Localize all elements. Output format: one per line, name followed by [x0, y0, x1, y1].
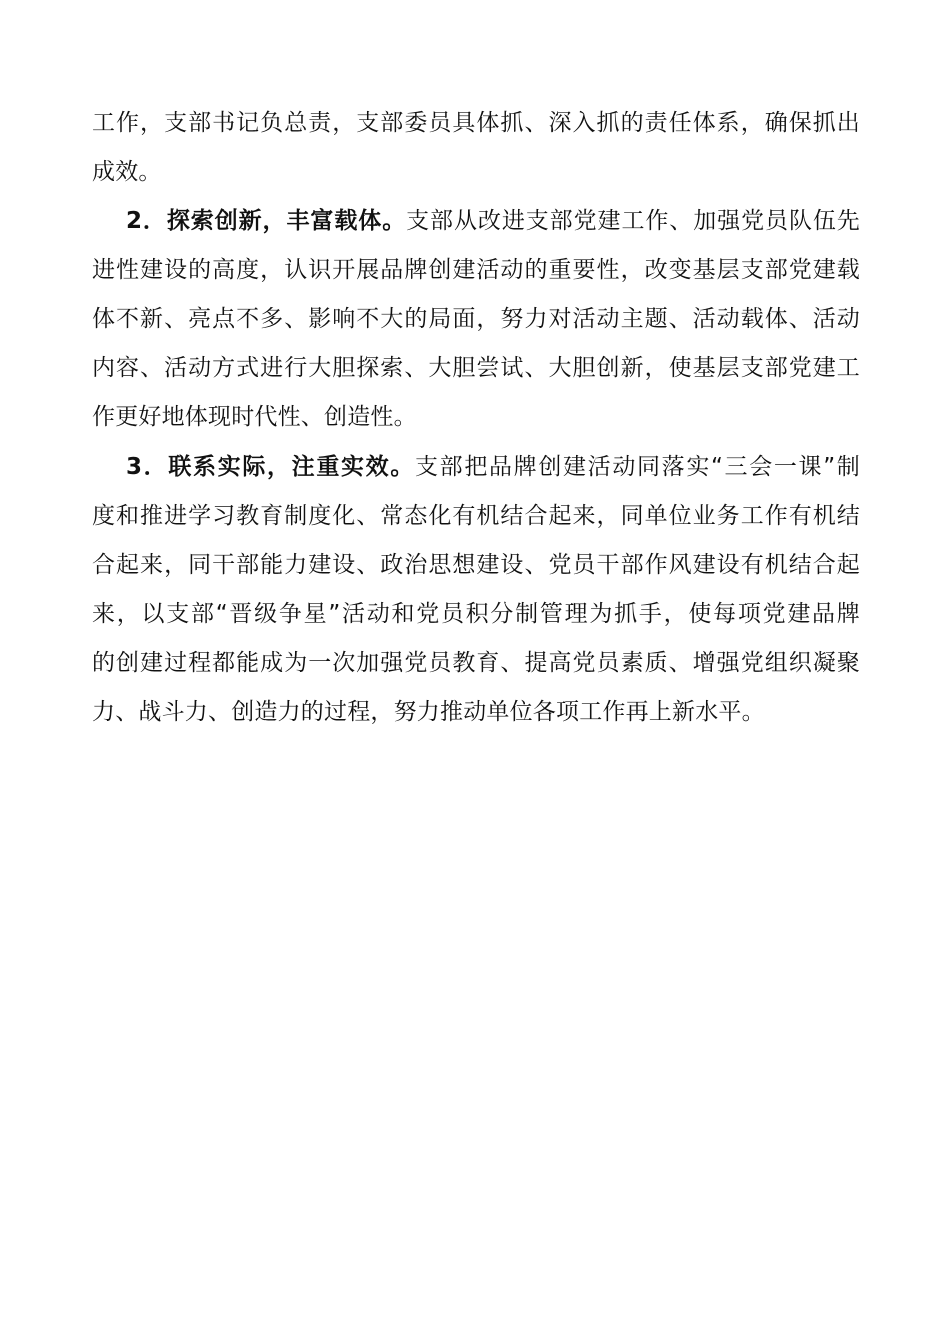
- section-heading-line: [126, 443, 860, 492]
- paragraph-line: 来，以支部“晋级争星”活动和党员积分制管理为抓手，使每项党建品牌: [92, 601, 860, 627]
- paragraph-line: 度和推进学习教育制度化、常态化有机结合起来，同单位业务工作有机结: [92, 503, 860, 529]
- section-heading: 2．探索创新，丰富载体。: [126, 208, 407, 234]
- paragraph-line: 成效。: [92, 159, 162, 185]
- paragraph-line: 合起来，同干部能力建设、政治思想建设、党员干部作风建设有机结合起: [92, 552, 860, 578]
- section-heading: 3．联系实际，注重实效。: [126, 454, 415, 480]
- section-text: 支部从改进支部党建工作、加强党员队伍先: [406, 208, 860, 234]
- paragraph-line: 工作，支部书记负总责，支部委员具体抓、深入抓的责任体系，确保抓出: [92, 110, 860, 136]
- paragraph-line: 内容、活动方式进行大胆探索、大胆尝试、大胆创新，使基层支部党建工: [92, 355, 860, 381]
- paragraph-line: 作更好地体现时代性、创造性。: [92, 404, 417, 430]
- paragraph-line: 力、战斗力、创造力的过程，努力推动单位各项工作再上新水平。: [92, 699, 765, 725]
- section-text: 支部把品牌创建活动同落实“三会一课”制: [415, 454, 861, 480]
- section-heading-line: [126, 197, 860, 246]
- paragraph-line: 的创建过程都能成为一次加强党员教育、提高党员素质、增强党组织凝聚: [92, 650, 860, 676]
- paragraph-line: 进性建设的高度，认识开展品牌创建活动的重要性，改变基层支部党建载: [92, 257, 860, 283]
- paragraph-line: 体不新、亮点不多、影响不大的局面，努力对活动主题、活动载体、活动: [92, 306, 860, 332]
